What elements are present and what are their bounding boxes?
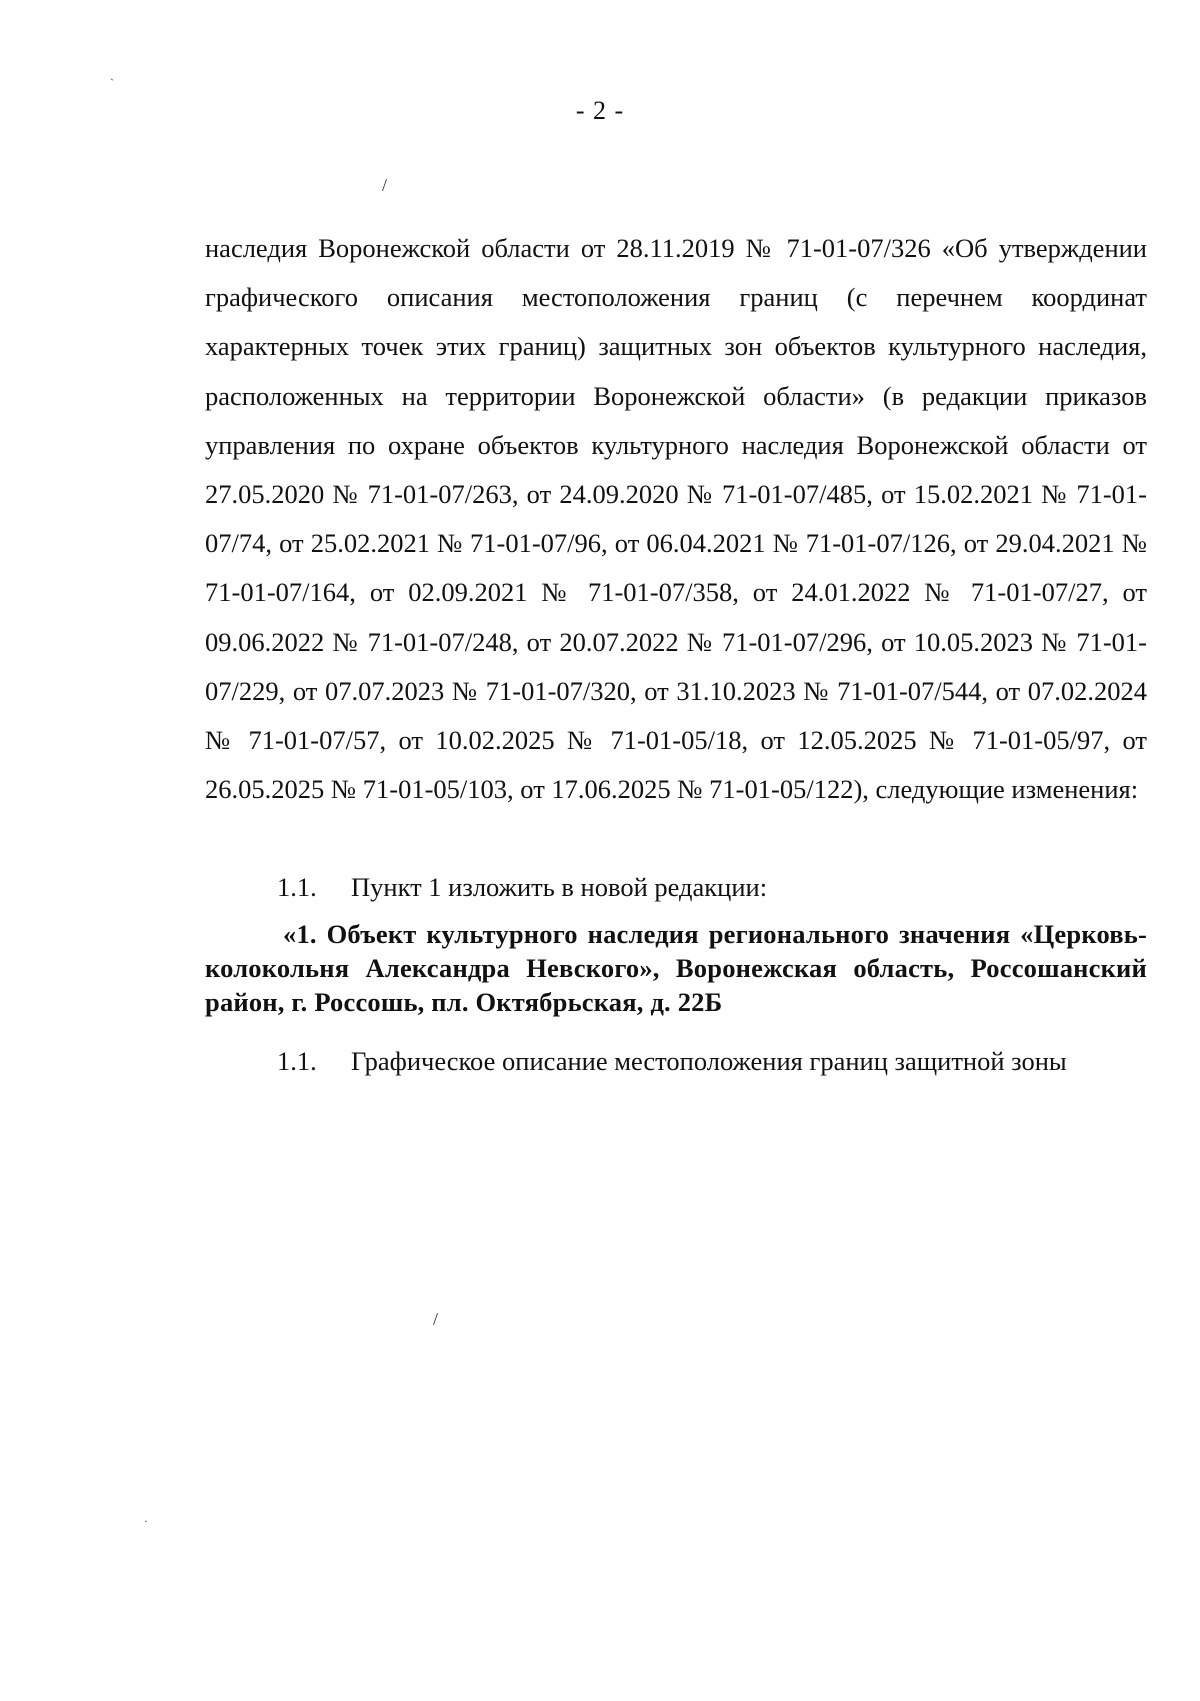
page-number: - 2 -	[575, 96, 625, 125]
scan-speck: /	[382, 175, 388, 195]
clause-number: 1.1.	[277, 1046, 317, 1076]
clause-item	[205, 870, 1147, 904]
clause-item	[205, 1044, 1147, 1078]
object-heading: «1. Объект культурного наследия регионального значения «Церковь-колокольня Александра Невского», Воронежская область, Россошанский район, г. Россошь, пл. Октябрьская, д. 22Б	[205, 919, 1147, 1017]
clause-text: Графическое описание местоположения границ защитной зоны	[351, 1046, 1067, 1076]
scan-speck: ·	[144, 1514, 148, 1528]
clause-text: Пункт 1 изложить в новой редакции:	[351, 872, 768, 902]
scan-speck: ˋ	[110, 76, 114, 90]
scan-speck: /	[433, 1309, 439, 1329]
main-paragraph: наследия Воронежской области от 28.11.2019 № 71-01-07/326 «Об утверждении графического описания местоположения границ (с перечнем координат характерных точек этих границ) защитных зон объектов культурного наследия, расположенных на территории Воронежской области» (в редакции приказов управления по охране объектов культурного наследия Воронежской области от 27.05.2020 № 71-01-07/263, от 24.09.2020 № 71-01-07/485, от 15.02.2021 № 71-01-07/74, от 25.02.2021 № 71-01-07/96, от 06.04.2021 № 71-01-07/126, от 29.04.2021 № 71-01-07/164, от 02.09.2021 № 71-01-07/358, от 24.01.2022 № 71-01-07/27, от 09.06.2022 № 71-01-07/248, от 20.07.2022 № 71-01-07/296, от 10.05.2023 № 71-01-07/229, от 07.07.2023 № 71-01-07/320, от 31.10.2023 № 71-01-07/544, от 07.02.2024 № 71-01-07/57, от 10.02.2025 № 71-01-05/18, от 12.05.2025 № 71-01-05/97, от 26.05.2025 № 71-01-05/103, от 17.06.2025 № 71-01-05/122), следующие изменения:	[205, 233, 1147, 805]
clause-number: 1.1.	[277, 872, 317, 902]
